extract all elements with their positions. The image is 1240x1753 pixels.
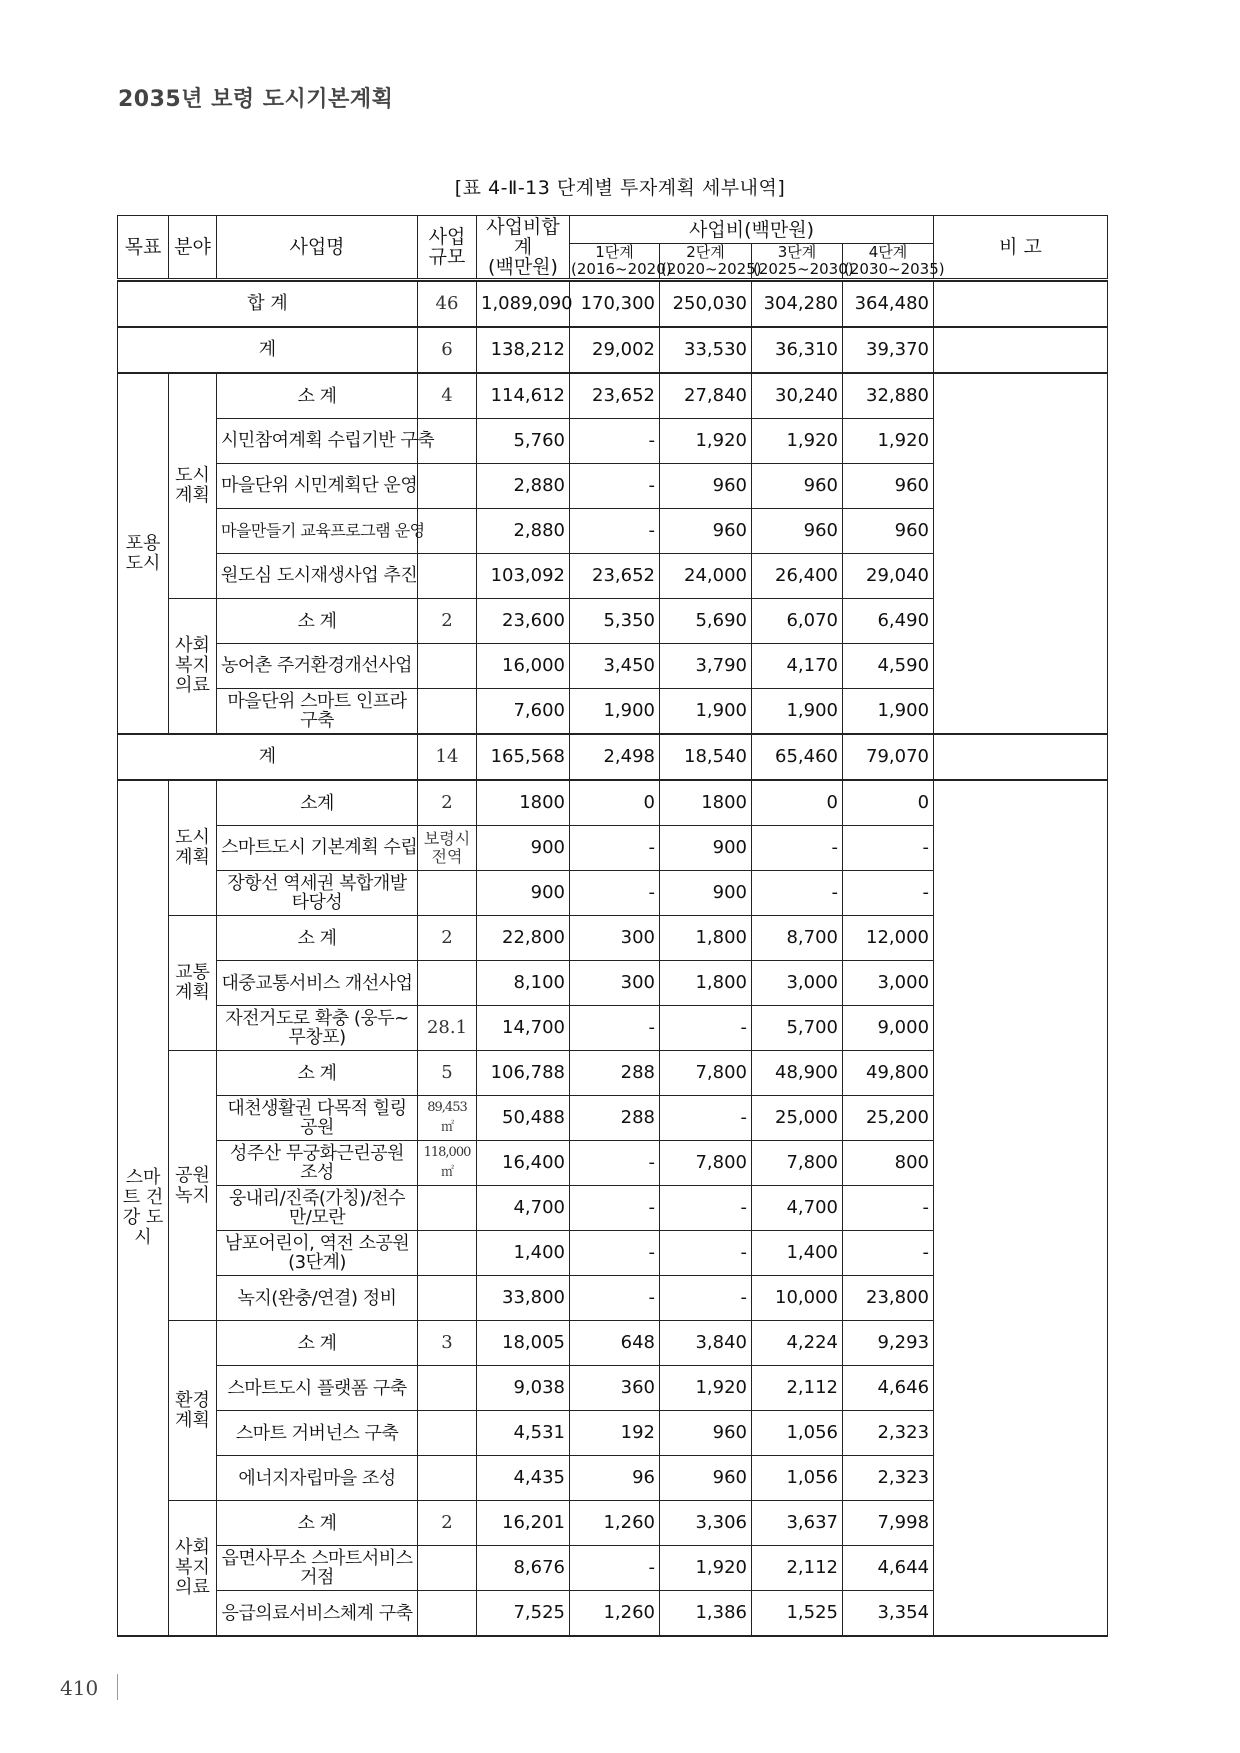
table-cell: 2단계 bbox=[686, 243, 725, 261]
table-cell bbox=[418, 509, 477, 554]
table-cell: 32,880 bbox=[843, 373, 934, 419]
table-cell: 114,612 bbox=[477, 373, 570, 419]
table-cell: 103,092 bbox=[477, 554, 570, 599]
table-cell: - bbox=[570, 1276, 660, 1321]
table-cell: 1,920 bbox=[843, 419, 934, 464]
col-stage-4 bbox=[843, 243, 945, 280]
col-scale-l1: 사업 bbox=[428, 226, 466, 248]
table-cell: 25,200 bbox=[843, 1096, 934, 1141]
field-transport: 교통 계획 bbox=[169, 916, 217, 1051]
table-cell: 3,000 bbox=[843, 961, 934, 1006]
table-cell: 9,000 bbox=[843, 1006, 934, 1051]
table-cell: 2,323 bbox=[843, 1456, 934, 1501]
table-cell: (2016~2020) bbox=[571, 260, 672, 278]
table-cell: - bbox=[843, 1231, 934, 1276]
page-divider bbox=[117, 1674, 118, 1700]
table-cell bbox=[934, 373, 1108, 734]
table-cell: 1,525 bbox=[752, 1591, 843, 1637]
table-cell bbox=[418, 1456, 477, 1501]
table-cell: (2030~2035) bbox=[844, 260, 945, 278]
table-cell: 33,530 bbox=[660, 327, 752, 373]
table-cell: 성주산 무궁화근린공원 조성 bbox=[217, 1141, 418, 1186]
table-cell: - bbox=[570, 509, 660, 554]
table-cell: 29,040 bbox=[843, 554, 934, 599]
table-row bbox=[118, 780, 1108, 826]
table-cell: 1800 bbox=[660, 780, 752, 826]
table-cell bbox=[418, 961, 477, 1006]
table-cell: 118,000㎡ bbox=[418, 1141, 477, 1186]
field-welfare: 사회 복지 의료 bbox=[169, 599, 217, 735]
table-cell: - bbox=[570, 1546, 660, 1591]
table-cell: 26,400 bbox=[752, 554, 843, 599]
table-cell: 300 bbox=[570, 961, 660, 1006]
table-cell: 10,000 bbox=[752, 1276, 843, 1321]
field-smart-welfare: 사회 복지 의료 bbox=[169, 1501, 217, 1637]
table-cell: 3단계 bbox=[777, 243, 817, 261]
table-cell: 읍면사무소 스마트서비스거점 bbox=[217, 1546, 418, 1591]
table-cell: 900 bbox=[660, 826, 752, 871]
table-cell: 1,900 bbox=[843, 689, 934, 735]
table-cell: 960 bbox=[660, 464, 752, 509]
table-cell: - bbox=[570, 1231, 660, 1276]
table-cell: 900 bbox=[477, 826, 570, 871]
table-cell: 합 계 bbox=[118, 282, 418, 328]
table-cell: 1,056 bbox=[752, 1456, 843, 1501]
table-cell: 170,300 bbox=[570, 282, 660, 328]
table-cell: - bbox=[570, 1141, 660, 1186]
table-cell: 2,880 bbox=[477, 464, 570, 509]
table-cell: 960 bbox=[843, 464, 934, 509]
table-cell: 6,070 bbox=[752, 599, 843, 644]
table-cell: 48,900 bbox=[752, 1051, 843, 1096]
table-cell bbox=[418, 1186, 477, 1231]
table-cell: 24,000 bbox=[660, 554, 752, 599]
table-cell: 농어촌 주거환경개선사업 bbox=[217, 644, 418, 689]
col-field: 분야 bbox=[169, 216, 217, 280]
table-cell: 23,600 bbox=[477, 599, 570, 644]
table-cell: 2,323 bbox=[843, 1411, 934, 1456]
table-cell: 소 계 bbox=[217, 916, 418, 961]
table-cell: 1,260 bbox=[570, 1591, 660, 1637]
table-cell: 1단계 bbox=[595, 243, 634, 261]
table-cell: 9,038 bbox=[477, 1366, 570, 1411]
table-cell: 3,840 bbox=[660, 1321, 752, 1366]
table-cell: - bbox=[570, 419, 660, 464]
table-cell: 마을단위 시민계획단 운영 bbox=[217, 464, 418, 509]
table-cell: 960 bbox=[660, 1456, 752, 1501]
table-cell: 12,000 bbox=[843, 916, 934, 961]
table-cell: 보령시 전역 bbox=[418, 826, 477, 871]
table-cell bbox=[418, 1276, 477, 1321]
table-cell: 648 bbox=[570, 1321, 660, 1366]
table-cell: 스마트도시 플랫폼 구축 bbox=[217, 1366, 418, 1411]
table-cell: 9,293 bbox=[843, 1321, 934, 1366]
table-cell: 1,920 bbox=[752, 419, 843, 464]
table-cell: 50,488 bbox=[477, 1096, 570, 1141]
table-cell: 250,030 bbox=[660, 282, 752, 328]
table-cell: 4,531 bbox=[477, 1411, 570, 1456]
table-cell: 소 계 bbox=[217, 1051, 418, 1096]
table-cell: 4,590 bbox=[843, 644, 934, 689]
table-cell: 364,480 bbox=[843, 282, 934, 328]
table-cell: 1,920 bbox=[660, 1546, 752, 1591]
table-cell bbox=[934, 282, 1108, 328]
table-cell: 39,370 bbox=[843, 327, 934, 373]
table-cell: 시민참여계획 수립기반 구축 bbox=[217, 419, 418, 464]
table-cell bbox=[934, 734, 1108, 780]
table-cell: 5,700 bbox=[752, 1006, 843, 1051]
table-cell: 1800 bbox=[477, 780, 570, 826]
table-cell: 138,212 bbox=[477, 327, 570, 373]
table-cell bbox=[418, 1366, 477, 1411]
table-cell: 에너지자립마을 조성 bbox=[217, 1456, 418, 1501]
table-cell: 33,800 bbox=[477, 1276, 570, 1321]
table-cell: 7,998 bbox=[843, 1501, 934, 1546]
field-parks: 공원 녹지 bbox=[169, 1051, 217, 1321]
table-cell: 4,700 bbox=[477, 1186, 570, 1231]
table-cell: 960 bbox=[752, 464, 843, 509]
table-caption: [표 4-Ⅱ-13 단계별 투자계획 세부내역] bbox=[454, 177, 786, 199]
table-cell: (2025~2030) bbox=[753, 260, 854, 278]
table-cell: 2,880 bbox=[477, 509, 570, 554]
table-cell: 22,800 bbox=[477, 916, 570, 961]
table-cell: - bbox=[570, 1006, 660, 1051]
col-stage-3 bbox=[752, 243, 854, 280]
table-cell: 360 bbox=[570, 1366, 660, 1411]
table-cell: 1,920 bbox=[660, 419, 752, 464]
table-cell: 192 bbox=[570, 1411, 660, 1456]
table-cell: 23,800 bbox=[843, 1276, 934, 1321]
col-project: 사업명 bbox=[217, 216, 418, 280]
table-cell: 4,170 bbox=[752, 644, 843, 689]
table-cell bbox=[418, 554, 477, 599]
table-cell: 0 bbox=[570, 780, 660, 826]
col-scale bbox=[418, 216, 477, 280]
table-cell: 28.1 bbox=[418, 1006, 477, 1051]
table-cell: - bbox=[570, 1186, 660, 1231]
table-cell: 4,644 bbox=[843, 1546, 934, 1591]
table-cell: 5,760 bbox=[477, 419, 570, 464]
table-cell: 1,260 bbox=[570, 1501, 660, 1546]
table-cell: 960 bbox=[843, 509, 934, 554]
table-cell bbox=[418, 464, 477, 509]
table-cell: - bbox=[570, 871, 660, 916]
table-cell: - bbox=[843, 871, 934, 916]
table-cell: 장항선 역세권 복합개발 타당성 bbox=[217, 871, 418, 916]
table-cell: - bbox=[843, 1186, 934, 1231]
table-cell: 79,070 bbox=[843, 734, 934, 780]
table-cell: 1,056 bbox=[752, 1411, 843, 1456]
table-cell: 소 계 bbox=[217, 1321, 418, 1366]
col-goal: 목표 bbox=[118, 216, 169, 280]
table-cell bbox=[418, 1591, 477, 1637]
table-cell bbox=[418, 644, 477, 689]
table-cell: 27,840 bbox=[660, 373, 752, 419]
table-cell: 2,112 bbox=[752, 1366, 843, 1411]
table-cell: - bbox=[843, 826, 934, 871]
table-cell: 960 bbox=[660, 1411, 752, 1456]
table-cell: 288 bbox=[570, 1096, 660, 1141]
table-cell: 25,000 bbox=[752, 1096, 843, 1141]
table-cell: (2020~2025) bbox=[661, 260, 762, 278]
table-cell: 소 계 bbox=[217, 373, 418, 419]
table-cell: 6,490 bbox=[843, 599, 934, 644]
col-total-l2: (백만원) bbox=[488, 256, 558, 278]
table-cell: 16,400 bbox=[477, 1141, 570, 1186]
table-cell: 대중교통서비스 개선사업 bbox=[217, 961, 418, 1006]
table-cell: 1,900 bbox=[752, 689, 843, 735]
table-cell: 스마트 거버넌스 구축 bbox=[217, 1411, 418, 1456]
table-cell: 4 bbox=[418, 373, 477, 419]
table-cell: 7,800 bbox=[660, 1141, 752, 1186]
table-cell bbox=[934, 780, 1108, 1636]
table-cell: 1,400 bbox=[477, 1231, 570, 1276]
col-stage-2 bbox=[660, 243, 762, 280]
smart-sum-row bbox=[118, 734, 1108, 780]
document-header: 2035년 보령 도시기본계획 bbox=[118, 87, 394, 112]
table-cell: 3 bbox=[418, 1321, 477, 1366]
table-cell: 계 bbox=[118, 327, 418, 373]
table-cell: - bbox=[660, 1186, 752, 1231]
table-cell: 계 bbox=[118, 734, 418, 780]
table-cell: 2 bbox=[418, 916, 477, 961]
table-cell: 3,637 bbox=[752, 1501, 843, 1546]
table-cell: 소 계 bbox=[217, 1501, 418, 1546]
table-cell: 3,354 bbox=[843, 1591, 934, 1637]
table-cell: 8,100 bbox=[477, 961, 570, 1006]
table-cell: 288 bbox=[570, 1051, 660, 1096]
table-cell: 2,498 bbox=[570, 734, 660, 780]
table-cell: 49,800 bbox=[843, 1051, 934, 1096]
table-cell: 1,900 bbox=[570, 689, 660, 735]
table-cell: 스마트도시 기본계획 수립 bbox=[217, 826, 418, 871]
table-cell: 마을단위 스마트 인프라 구축 bbox=[217, 689, 418, 735]
investment-table bbox=[117, 215, 1108, 1637]
table-cell: 0 bbox=[752, 780, 843, 826]
table-cell: 3,306 bbox=[660, 1501, 752, 1546]
table-cell: 7,525 bbox=[477, 1591, 570, 1637]
table-cell: 1,920 bbox=[660, 1366, 752, 1411]
grand-total-row bbox=[118, 282, 1108, 328]
table-cell: 마을만들기 교육프로그램 운영 bbox=[217, 509, 418, 554]
col-cost: 사업비(백만원) bbox=[570, 216, 934, 244]
table-cell: 900 bbox=[660, 871, 752, 916]
table-cell: 2,112 bbox=[752, 1546, 843, 1591]
table-cell: 5,690 bbox=[660, 599, 752, 644]
table-cell: 46 bbox=[418, 282, 477, 328]
table-cell: 36,310 bbox=[752, 327, 843, 373]
table-cell bbox=[418, 1411, 477, 1456]
table-cell: 1,400 bbox=[752, 1231, 843, 1276]
table-cell: 8,676 bbox=[477, 1546, 570, 1591]
table-cell: 7,800 bbox=[660, 1051, 752, 1096]
table-cell: 4,646 bbox=[843, 1366, 934, 1411]
table-cell: 2 bbox=[418, 1501, 477, 1546]
table-cell: 1,089,090 bbox=[477, 282, 570, 328]
table-cell: 23,652 bbox=[570, 373, 660, 419]
table-cell: 4,700 bbox=[752, 1186, 843, 1231]
table-cell: 800 bbox=[843, 1141, 934, 1186]
table-cell bbox=[418, 871, 477, 916]
table-cell: 65,460 bbox=[752, 734, 843, 780]
table-cell: 106,788 bbox=[477, 1051, 570, 1096]
table-cell: 웅내리/진죽(가칭)/천수만/모란 bbox=[217, 1186, 418, 1231]
table-cell: 남포어린이, 역전 소공원(3단계) bbox=[217, 1231, 418, 1276]
table-cell: - bbox=[660, 1096, 752, 1141]
table-cell: 2 bbox=[418, 780, 477, 826]
table-cell: - bbox=[660, 1006, 752, 1051]
table-cell: 900 bbox=[477, 871, 570, 916]
table-cell: - bbox=[752, 826, 843, 871]
table-cell: 3,000 bbox=[752, 961, 843, 1006]
table-cell: 96 bbox=[570, 1456, 660, 1501]
table-cell: 5 bbox=[418, 1051, 477, 1096]
page-number: 410 bbox=[60, 1676, 99, 1700]
table-cell: 1,800 bbox=[660, 916, 752, 961]
table-cell: 소계 bbox=[217, 780, 418, 826]
table-cell: 18,005 bbox=[477, 1321, 570, 1366]
table-cell: 4단계 bbox=[868, 243, 908, 261]
table-cell: 7,600 bbox=[477, 689, 570, 735]
col-stage-1 bbox=[570, 243, 672, 280]
table-cell: 3,450 bbox=[570, 644, 660, 689]
table-cell: 16,201 bbox=[477, 1501, 570, 1546]
table-cell: 4,435 bbox=[477, 1456, 570, 1501]
field-urban: 도시 계획 bbox=[169, 373, 217, 599]
table-cell: 300 bbox=[570, 916, 660, 961]
table-cell: 6 bbox=[418, 327, 477, 373]
table-row bbox=[118, 373, 1108, 419]
goal-smart: 스마트 건강 도시 bbox=[118, 780, 169, 1636]
table-cell: - bbox=[660, 1276, 752, 1321]
table-cell bbox=[418, 1546, 477, 1591]
table-cell: 4,224 bbox=[752, 1321, 843, 1366]
field-smart-urban: 도시 계획 bbox=[169, 780, 217, 916]
col-total bbox=[477, 216, 570, 280]
table-cell: 304,280 bbox=[752, 282, 843, 328]
col-total-l1: 사업비합계 bbox=[486, 216, 560, 258]
table-cell: 29,002 bbox=[570, 327, 660, 373]
table-cell: 자전거도로 확충 (웅두~무창포) bbox=[217, 1006, 418, 1051]
table-cell: 응급의료서비스체계 구축 bbox=[217, 1591, 418, 1637]
col-note: 비 고 bbox=[934, 216, 1108, 280]
table-cell: 14,700 bbox=[477, 1006, 570, 1051]
table-cell: 3,790 bbox=[660, 644, 752, 689]
table-cell: 1,800 bbox=[660, 961, 752, 1006]
table-cell: 1,386 bbox=[660, 1591, 752, 1637]
table-cell: 16,000 bbox=[477, 644, 570, 689]
table-cell: 18,540 bbox=[660, 734, 752, 780]
table-cell: 960 bbox=[660, 509, 752, 554]
table-cell: 7,800 bbox=[752, 1141, 843, 1186]
table-cell bbox=[418, 689, 477, 735]
table-cell: - bbox=[570, 464, 660, 509]
table-cell: 1,900 bbox=[660, 689, 752, 735]
table-cell: 대천생활권 다목적 힐링공원 bbox=[217, 1096, 418, 1141]
table-cell: 89,453㎡ bbox=[418, 1096, 477, 1141]
goal-inclusive: 포용 도시 bbox=[118, 373, 169, 734]
table-cell: - bbox=[660, 1231, 752, 1276]
table-cell: 14 bbox=[418, 734, 477, 780]
table-cell: - bbox=[570, 826, 660, 871]
table-cell: 2 bbox=[418, 599, 477, 644]
field-env: 환경 계획 bbox=[169, 1321, 217, 1501]
table-cell bbox=[418, 1231, 477, 1276]
table-cell: 23,652 bbox=[570, 554, 660, 599]
table-cell: 960 bbox=[752, 509, 843, 554]
table-cell: 8,700 bbox=[752, 916, 843, 961]
table-cell: 녹지(완충/연결) 정비 bbox=[217, 1276, 418, 1321]
table-cell bbox=[934, 327, 1108, 373]
table-cell: 165,568 bbox=[477, 734, 570, 780]
table-cell: 0 bbox=[843, 780, 934, 826]
table-cell: - bbox=[752, 871, 843, 916]
table-cell: 원도심 도시재생사업 추진 bbox=[217, 554, 418, 599]
table-cell: 소 계 bbox=[217, 599, 418, 644]
table-cell: 5,350 bbox=[570, 599, 660, 644]
inclusive-sum-row bbox=[118, 327, 1108, 373]
col-scale-l2: 규모 bbox=[428, 246, 466, 268]
table-cell: 30,240 bbox=[752, 373, 843, 419]
